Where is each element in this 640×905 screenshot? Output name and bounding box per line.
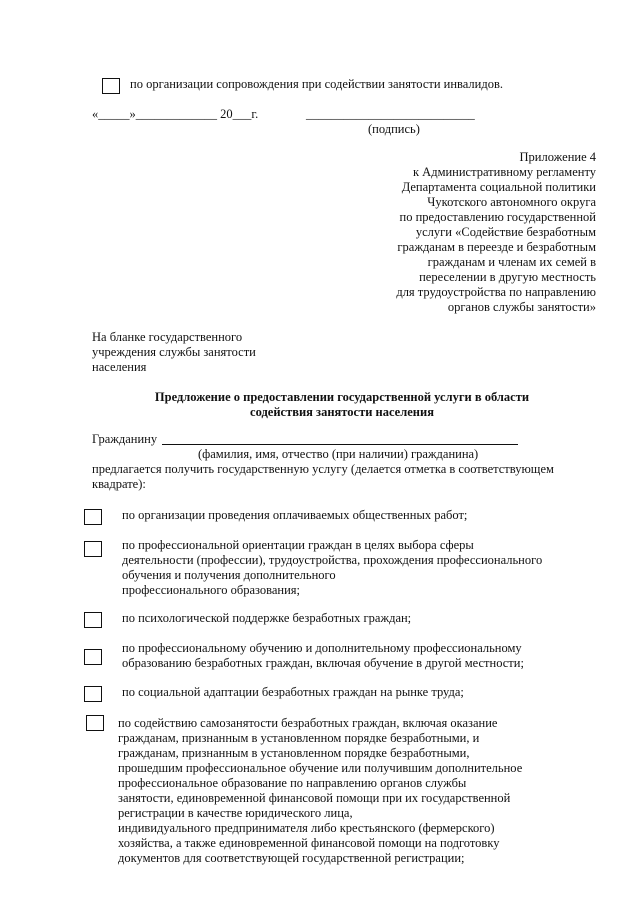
signature-caption: (подпись) [368,122,420,136]
option-line: занятости, единовременной финансовой помощи при их государственной [118,791,511,805]
option-psychological-support-text [122,611,411,626]
option-line: регистрации в качестве юридического лица, [118,806,353,820]
option-line: по профессиональной ориентации граждан в целях выбора сферы [122,538,474,552]
option-line: профессиональное образование по направлению органов службы [118,776,467,790]
checkbox-psychological-support[interactable] [84,612,102,628]
appendix-line: для трудоустройства по направлению [396,285,596,299]
title-line: Предложение о предоставлении государственной услуги в области [154,390,530,404]
letterhead-block [92,330,256,375]
option-line: прошедшим профессиональное обучение или получившим дополнительное [118,761,523,775]
citizen-caption: (фамилия, имя, отчество (при наличии) гражданина) [198,447,479,461]
option-line: по профессиональному обучению и дополнительному профессиональному [122,641,522,655]
appendix-line: Департамента социальной политики [401,180,596,194]
option-line: хозяйства, а также единовременной финансовой помощи на подготовку [118,836,500,850]
option-line: гражданам, признанным в установленном порядке безработными, и [118,731,480,745]
option-line: деятельности (профессии), трудоустройства, прохождения профессионального [122,553,543,567]
intro-line: квадрате): [92,477,146,491]
option-line: образованию безработных граждан, включая обучение в другой местности; [122,656,524,670]
checkbox-self-employment[interactable] [86,715,104,731]
option-line: по психологической поддержке безработных граждан; [122,611,412,625]
option-escort-disabled-text: по организации сопровождения при содействии занятости инвалидов. [130,77,503,91]
appendix-line: гражданам и членам их семей в [427,255,596,269]
option-line: по социальной адаптации безработных граждан на рынке труда; [122,685,464,699]
option-line: по содействию самозанятости безработных граждан, включая оказание [118,716,498,730]
option-line: гражданам, признанным в установленном порядке безработными, [118,746,470,760]
option-line: индивидуального предпринимателя либо крестьянского (фермерского) [118,821,495,835]
checkbox-vocational-training[interactable] [84,649,102,665]
signature-line: ___________________________ [306,107,475,121]
option-self-employment-text [118,716,522,866]
appendix-line: к Административному регламенту [412,165,596,179]
intro-text [92,462,554,492]
checkbox-public-works[interactable] [84,509,102,525]
appendix-block [396,150,596,315]
checkbox-social-adaptation[interactable] [84,686,102,702]
citizen-name-field[interactable] [162,444,518,445]
title-line: содействия занятости населения [250,405,434,419]
checkbox-career-guidance[interactable] [84,541,102,557]
letterhead-line: населения [92,360,147,374]
option-public-works-text [122,508,467,523]
letterhead-line: учреждения службы занятости [92,345,256,359]
appendix-line: по предоставлению государственной [399,210,596,224]
option-social-adaptation-text [122,685,464,700]
appendix-line: гражданам в переезде и безработным [397,240,596,254]
checkbox-escort-disabled[interactable] [102,78,120,94]
option-line: документов для соответствующей государственной регистрации; [118,851,465,865]
appendix-line: органов службы занятости» [447,300,596,314]
appendix-line: Чукотского автономного округа [427,195,596,209]
letterhead-line: На бланке государственного [92,330,243,344]
citizen-label: Гражданину [92,432,158,446]
date-line: «_____»_____________ 20___г. [92,107,259,121]
option-line: по организации проведения оплачиваемых общественных работ; [122,508,468,522]
appendix-line: переселении в другую местность [419,270,596,284]
option-line: обучения и получения дополнительного [122,568,336,582]
appendix-line: Приложение 4 [519,150,596,164]
intro-line: предлагается получить государственную услугу (делается отметка в соответствующем [92,462,554,476]
option-line: профессионального образования; [122,583,301,597]
option-career-guidance-text [122,538,542,598]
appendix-line: услуги «Содействие безработным [415,225,596,239]
document-title [92,390,592,420]
option-vocational-training-text [122,641,524,671]
